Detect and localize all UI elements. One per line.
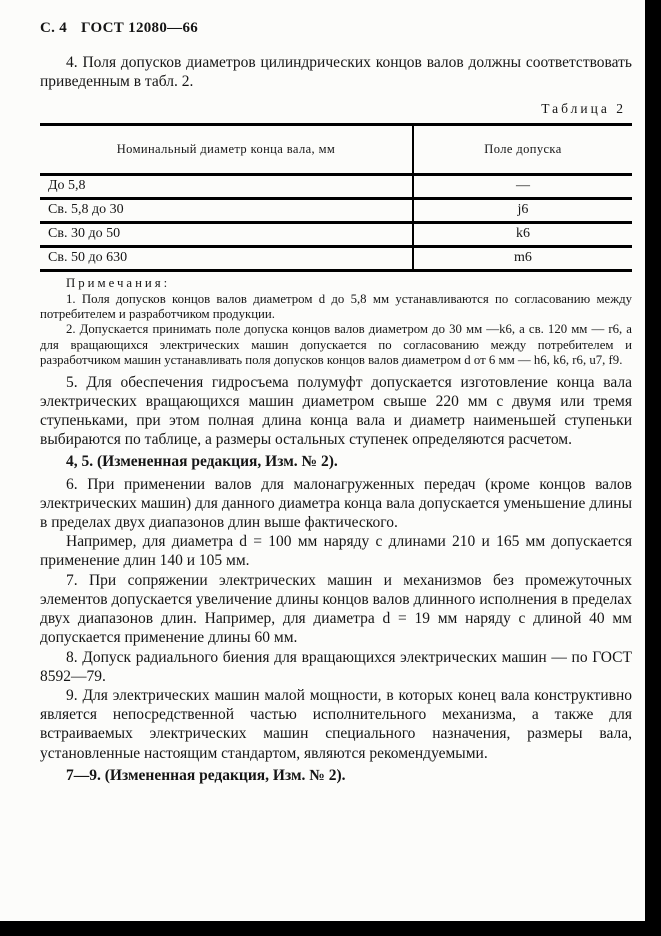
paragraph-8: 8. Допуск радиального биения для вращающихся электрических машин — по ГОСТ 8592—79.	[40, 648, 632, 685]
scan-border-bottom	[0, 921, 661, 936]
cell-tolerance: k6	[413, 223, 632, 247]
table-row	[40, 223, 632, 247]
cell-tolerance: —	[413, 175, 632, 199]
paragraph-6-example: Например, для диаметра d = 100 мм наряду с длинами 210 и 165 мм допускается применение длин 140 и 105 мм.	[40, 533, 632, 570]
cell-diameter: Св. 30 до 50	[40, 223, 413, 247]
table-caption: Таблица 2	[541, 101, 626, 117]
notes-block	[40, 276, 632, 368]
cell-diameter: До 5,8	[40, 175, 413, 199]
amendment-note-7-9: 7—9. (Измененная редакция, Изм. № 2).	[66, 766, 346, 784]
tolerance-table	[40, 123, 632, 272]
note-item-1: 1. Поля допусков концов валов диаметром d до 5,8 мм устанавливаются по согласованию между потребителем и разработчиком продукции.	[40, 291, 632, 322]
cell-diameter: Св. 5,8 до 30	[40, 199, 413, 223]
paragraph-9: 9. Для электрических машин малой мощности, в которых конец вала конструктивно является непосредственной частью исполнительного механизма, а также для встраиваемых электрических машин специального назначения, размеры вала, установленные настоящим стандартом, являются рекомендуемыми.	[40, 687, 632, 762]
cell-tolerance: m6	[413, 247, 632, 271]
cell-tolerance: j6	[413, 199, 632, 223]
cell-diameter: Св. 50 до 630	[40, 247, 413, 271]
paragraph-5: 5. Для обеспечения гидросъема полумуфт допускается изготовление конца вала электрических вращающихся машин диаметром свыше 220 мм с двумя или тремя ступеньками, при этом полная длина конца вала и диаметр наименьшей ступеньки выбираются по таблице, а размеры остальных ступенек определяются расчетом.	[40, 373, 632, 449]
notes-title: Примечания:	[66, 276, 171, 291]
table-row	[40, 199, 632, 223]
scan-border-right	[645, 0, 661, 936]
standard-number-label: ГОСТ 12080—66	[81, 20, 199, 36]
paragraph-7: 7. При сопряжении электрических машин и механизмов без промежуточных элементов допускается увеличение длины концов валов длинного исполнения в пределах двух диапазонов длин. Например, для диаметра d = 19 мм наряду с длиной 40 мм допускается применение длины 60 мм.	[40, 571, 632, 647]
amendment-note-4-5: 4, 5. (Измененная редакция, Изм. № 2).	[66, 453, 338, 471]
table-row	[40, 247, 632, 271]
column-header-diameter: Номинальный диаметр конца вала, мм	[40, 125, 413, 175]
table-header-row	[40, 125, 632, 175]
page-number-label: С. 4	[40, 20, 68, 36]
table-row	[40, 175, 632, 199]
page-header	[40, 20, 632, 37]
note-item-2: 2. Допускается принимать поле допуска концов валов диаметром до 30 мм —k6, а св. 120 мм — r6, а для вращающихся электрических машин допускается по согласованию между потребителем и разработчиком машин устанавливать поля допусков концов валов диаметром d от 6 мм — h6, k6, r6, u7, f9.	[40, 322, 632, 368]
column-header-tolerance: Поле допуска	[413, 125, 632, 175]
paragraph-4: 4. Поля допусков диаметров цилиндрических концов валов должны соответствовать приведенным в табл. 2.	[40, 54, 632, 91]
paragraph-6: 6. При применении валов для малонагруженных передач (кроме концов валов электрических машин) для данного диаметра конца вала допускается уменьшение длины в пределах двух диапазонов длин выше фактического.	[40, 475, 632, 532]
